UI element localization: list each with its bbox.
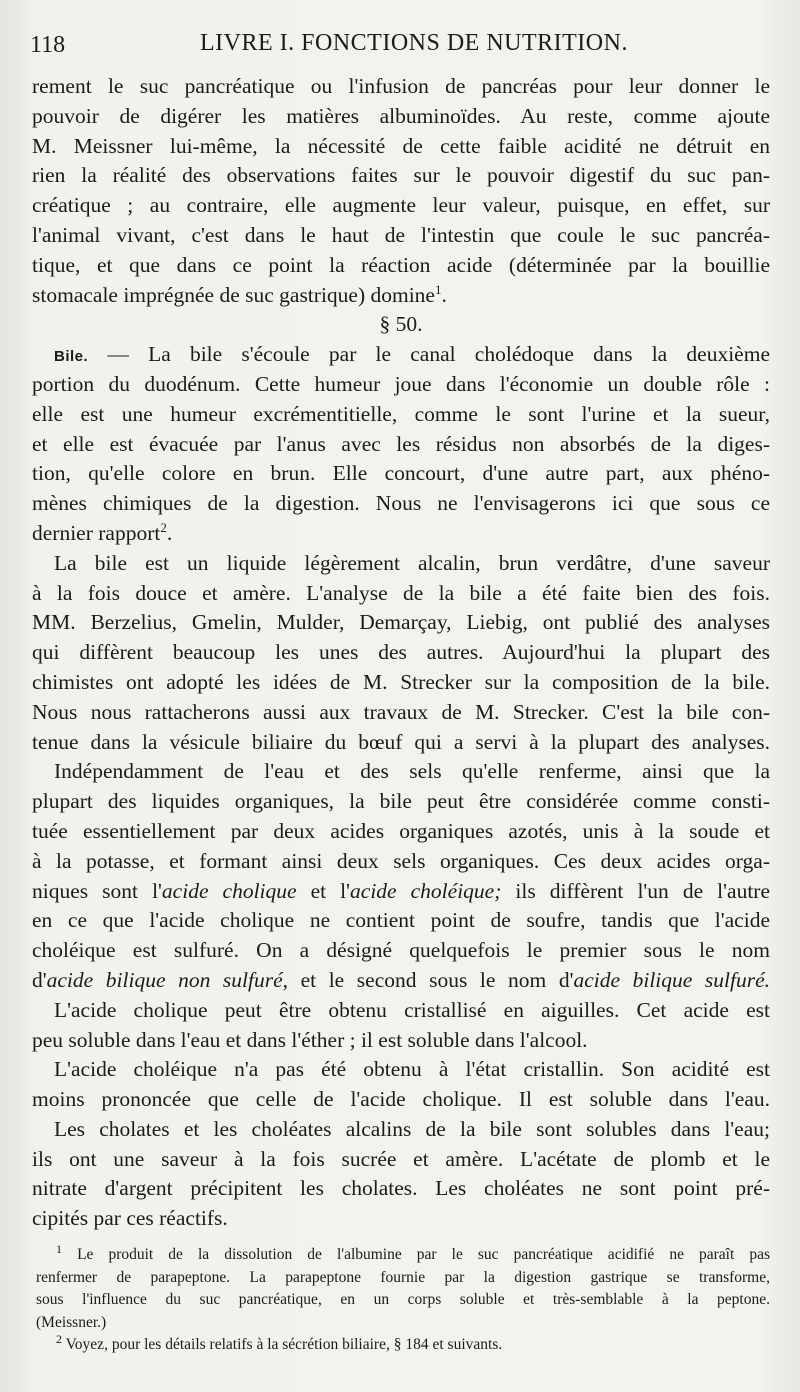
- italic-term: acide choléique;: [350, 878, 502, 903]
- footnote-ref[interactable]: 1: [434, 281, 442, 297]
- text-line: pouvoir de digérer les matières albuminoïdes. Au reste, comme ajoute: [32, 103, 770, 128]
- text-fragment: Voyez, pour les détails relatifs à la sécrétion biliaire, § 184 et suivants.: [65, 1336, 503, 1353]
- text-line: tion, qu'elle colore en brun. Elle concourt, d'une autre part, aux phéno-: [32, 461, 770, 486]
- page-header: [30, 30, 770, 66]
- footnote-line: [56, 1241, 771, 1267]
- text-line: peu soluble dans l'eau et dans l'éther ; il est soluble dans l'alcool.: [32, 1027, 588, 1052]
- text-fragment: stomacale imprégnée de suc gastrique) domine: [32, 282, 435, 307]
- text-line: créatique ; au contraire, elle augmente leur valeur, puisque, en effet, sur: [32, 193, 770, 218]
- text-line: et elle est évacuée par l'anus avec les résidus non absorbés de la diges-: [32, 431, 770, 456]
- text-line: [32, 340, 770, 370]
- text-line: [32, 966, 770, 996]
- text-line: L'acide cholique peut être obtenu cristallisé en aiguilles. Cet acide est: [54, 997, 770, 1022]
- text-line: en ce que l'acide cholique ne contient point de soufre, tandis que l'acide: [32, 908, 770, 933]
- text-line: qui diffèrent beaucoup les unes des autres. Aujourd'hui la plupart des: [32, 640, 770, 665]
- text-line: dernier rapport$^2$.: [32, 519, 173, 545]
- text-line: plupart des liquides organiques, la bile peut être considérée comme consti-: [32, 789, 770, 814]
- italic-term: acide cholique: [161, 878, 297, 903]
- text-line: choléique est sulfuré. On a désigné quelquefois le premier sous le nom: [32, 938, 770, 963]
- italic-term: acide bilique non sulfuré: [46, 967, 283, 992]
- paragraph-lead: Bile.: [54, 348, 89, 366]
- text-line: tique, et que dans ce point la réaction acide (déterminée par la bouillie: [32, 252, 770, 277]
- text-fragment: et l': [296, 878, 351, 903]
- text-line: portion du duodénum. Cette humeur joue dans l'économie un double rôle :: [32, 371, 770, 396]
- section-heading: § 50.: [379, 312, 423, 337]
- text-line: moins prononcée que celle de l'acide cholique. Il est soluble dans l'eau.: [32, 1087, 770, 1112]
- text-line: à la potasse, et formant ainsi deux sels organiques. Ces deux acides orga-: [32, 848, 770, 873]
- footnote-line: sous l'influence du suc pancréatique, en un corps soluble et très-semblable à la peptone.: [36, 1291, 770, 1308]
- text-line: nitrate d'argent précipitent les cholates. Les choléates ne sont point pré-: [32, 1176, 770, 1201]
- text-line: La bile est un liquide légèrement alcalin, brun verdâtre, d'une saveur: [54, 550, 770, 575]
- footnote-ref[interactable]: 2: [160, 519, 167, 535]
- footnote-line: [56, 1331, 770, 1357]
- footnote-line: (Meissner.): [36, 1313, 107, 1331]
- text-fragment: d': [32, 967, 47, 992]
- text-line: elle est une humeur excrémentitielle, comme le sont l'urine et la sueur,: [32, 401, 770, 426]
- text-fragment: ils diffèrent l'un de l'autre: [501, 878, 770, 903]
- running-title: LIVRE I. FONCTIONS DE NUTRITION.: [200, 30, 628, 56]
- text-line: stomacale imprégnée de suc gastrique) domine$^1$.: [32, 281, 447, 307]
- text-line: tenue dans la vésicule biliaire du bœuf qui a servi à la plupart des analyses.: [32, 729, 770, 754]
- text-line: rien la réalité des observations faites sur le pouvoir digestif du suc pan-: [32, 163, 770, 188]
- footnote-mark: 2: [56, 1331, 62, 1346]
- text-line: cipités par ces réactifs.: [32, 1206, 228, 1231]
- text-line: L'acide choléique n'a pas été obtenu à l'état cristallin. Son acidité est: [54, 1057, 770, 1082]
- text-fragment: , et le second sous le nom d': [282, 967, 574, 992]
- italic-term: acide bilique sulfuré.: [573, 967, 770, 992]
- text-line: l'animal vivant, c'est dans le haut de l'intestin que coule le suc pancréa-: [32, 222, 770, 247]
- footnote-line: renfermer de parapeptone. La parapeptone fournie par la digestion gastrique se transforme,: [36, 1268, 770, 1286]
- text-line: mènes chimiques de la digestion. Nous ne l'envisagerons ici que sous ce: [32, 491, 770, 516]
- text-line: tuée essentiellement par deux acides organiques azotés, unis à la soude et: [32, 818, 770, 843]
- text-line: à la fois douce et amère. L'analyse de la bile a été faite bien des fois.: [32, 580, 770, 605]
- text-line: ils ont une saveur à la fois sucrée et amère. L'acétate de plomb et le: [32, 1146, 770, 1171]
- text-line: rement le suc pancréatique ou l'infusion de pancréas pour leur donner le: [32, 74, 770, 98]
- text-line: [32, 877, 770, 907]
- text-line: Nous nous rattacherons aussi aux travaux de M. Strecker. C'est la bile con-: [32, 699, 770, 724]
- text-fragment: niques sont l': [32, 878, 162, 903]
- text-line: Indépendamment de l'eau et des sels qu'elle renferme, ainsi que la: [54, 759, 770, 784]
- text-line: M. Meissner lui-même, la nécessité de cette faible acidité ne détruit en: [32, 133, 770, 158]
- footnotes: [36, 1241, 771, 1357]
- footnote-mark: 1: [56, 1241, 62, 1256]
- text-line: Les cholates et les choléates alcalins de la bile sont solubles dans l'eau;: [54, 1116, 770, 1141]
- text-fragment: — La bile s'écoule par le canal cholédoque dans la deuxième: [88, 342, 770, 367]
- text-line: MM. Berzelius, Gmelin, Mulder, Demarçay, Liebig, ont publié des analyses: [32, 610, 770, 635]
- text-fragment: Le produit de la dissolution de l'albumine par le suc pancréatique acidifié ne paraît pas: [77, 1246, 771, 1263]
- page-number: 118: [30, 32, 66, 58]
- text-fragment: dernier rapport: [32, 520, 161, 545]
- main-text: [32, 72, 770, 1234]
- text-line: chimistes ont adopté les idées de M. Strecker sur la composition de la bile.: [32, 669, 770, 694]
